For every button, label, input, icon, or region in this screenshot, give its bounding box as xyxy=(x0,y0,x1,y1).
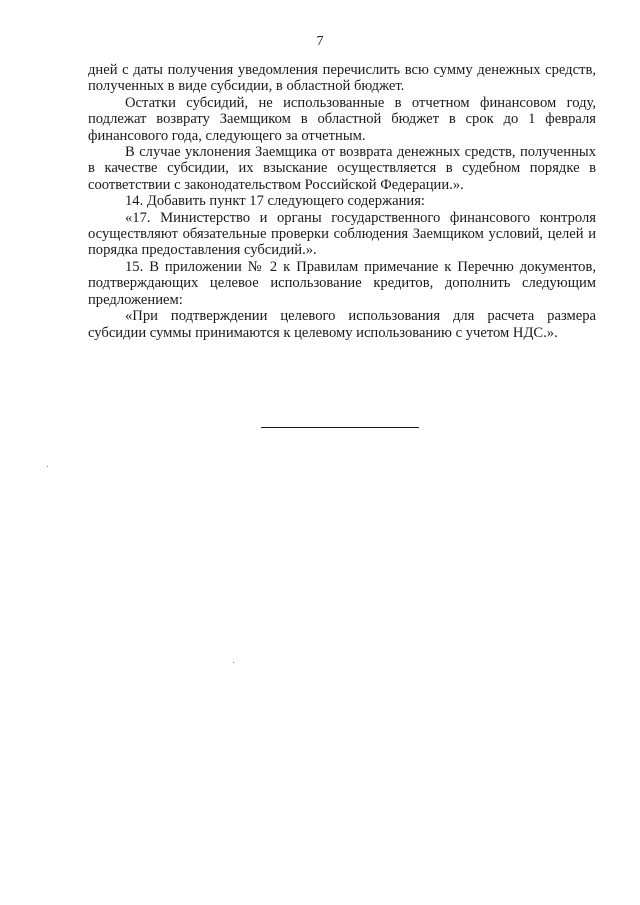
end-of-text-rule xyxy=(261,427,419,428)
document-body xyxy=(88,62,596,341)
scan-speck xyxy=(233,662,234,663)
paragraph-item-15: 15. В приложении № 2 к Правилам примечание к Перечню документов, подтверждающих целевое использование кредитов, дополнить следующим предложением: xyxy=(88,258,596,308)
paragraph-continuation: дней с даты получения уведомления перечислить всю сумму денежных средств, полученных в виде субсидии, в областной бюджет. xyxy=(88,62,596,95)
paragraph-item-14: 14. Добавить пункт 17 следующего содержания: xyxy=(125,193,425,210)
paragraph-subsidy-remainder: Остатки субсидий, не использованные в отчетном финансовом году, подлежат возврату Заемщиком в областной бюджет в срок до 1 февраля финансового года, следующего за отчетным. xyxy=(88,94,596,144)
page-number: 7 xyxy=(316,34,324,49)
scan-speck xyxy=(47,466,48,467)
paragraph-court-recovery: В случае уклонения Заемщика от возврата денежных средств, полученных в качестве субсидии, их взыскание осуществляется в судебном порядке в соответствии с законодательством Российской Федерации.». xyxy=(88,144,596,193)
paragraph-clause-17: «17. Министерство и органы государственного финансового контроля осуществляют обязательные проверки соблюдения Заемщиком условий, целей и порядка предоставления субсидий.». xyxy=(88,209,596,259)
paragraph-vat-note: «При подтверждении целевого использования для расчета размера субсидии суммы принимаются к целевому использованию с учетом НДС.». xyxy=(88,308,596,341)
